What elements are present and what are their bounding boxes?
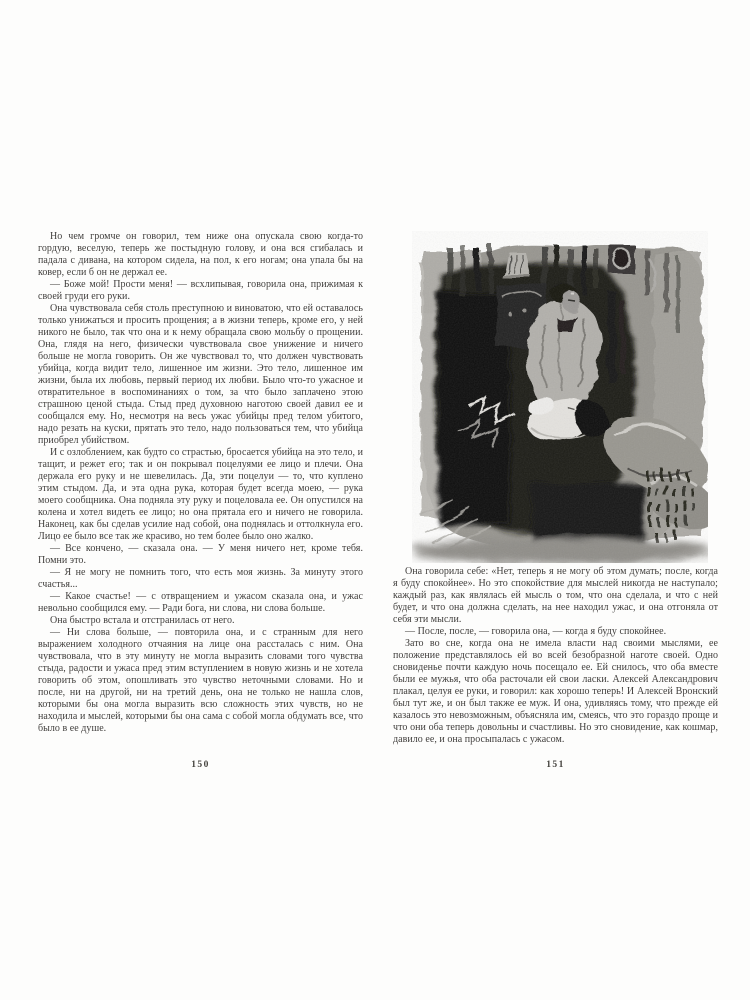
paragraph: Она чувствовала себя столь преступною и виноватою, что ей оставалось только унижаться и просить прощения; а в жизни теперь, кроме его, у ней никого не было, так что она и к нему обращала свою мольбу о прощении. Она, глядя на него, физически чувствовала свое унижение и ничего больше не могла говорить. Он же чувствовал то, что должен чувствовать убийца, когда видит тело, лишенное им жизни. Это тело, лишенное им жизни, была их любовь, первый период их любви. Было что-то ужасное и отвратительное в воспоминаниях о том, за что было заплачено этою страшною ценой стыда. Стыд пред духовною наготою своей давил ее и сообщался ему. Но, несмотря на весь ужас убийцы пред телом убитого, надо резать на куски, прятать это тело, надо пользоваться тем, что убийца приобрел убийством. — [38, 303, 363, 446]
paragraph: Но чем громче он говорил, тем ниже она опускала свою когда-то гордую, веселую, теперь же постыдную голову, и она вся сгибалась и падала с дивана, на котором сидела, на пол, к его ногам; она упала бы на ковер, если б он не держал ее. — [38, 231, 363, 278]
page-number: 151 — [546, 760, 565, 770]
illustration-art — [412, 231, 708, 563]
illustration — [412, 231, 708, 563]
paragraph: Зато во сне, когда она не имела власти над своими мыслями, ее положение представлялось ей во всей безобразной наготе своей. Одно сновиденье почти каждую ночь посещало ее. Ей снилось, что оба вместе были ее мужья, что оба расточали ей свои ласки. Алексей Александрович плакал, целуя ее руки, и говорил: как хорошо теперь! И Алексей Вронский был тут же, и он был также ее муж. И она, удивляясь тому, что прежде ей казалось это невозможным, объясняла им, смеясь, что это гораздо проще и что они оба теперь довольны и счастливы. Но это сновидение, как кошмар, давило ее, и она просыпалась с ужасом. — [393, 638, 718, 745]
paragraph: — После, после, — говорила она, — когда я буду спокойнее. — [405, 626, 667, 637]
right-page-text — [393, 566, 718, 758]
paragraph: — Боже мой! Прости меня! — всхлипывая, говорила она, прижимая к своей груди его руки. — [38, 279, 363, 302]
left-page-text — [38, 231, 363, 759]
paragraph: Она говорила себе: «Нет, теперь я не могу об этом думать; после, когда я буду спокойнее». Но это спокойствие для мыслей никогда не наступало; каждый раз, как являлась ей мысль о том, что она сделала, и что с ней будет, и что она должна сделать, на нее находил ужас, и она отгоняла от себя эти мысли. — [393, 566, 718, 625]
grain-texture — [424, 245, 696, 549]
paragraph: — Я не могу не помнить того, что есть моя жизнь. За минуту этого счастья... — [38, 567, 363, 590]
paragraph: И с озлоблением, как будто со страстью, бросается убийца на это тело, и тащит, и режет его; так и он покрывал поцелуями ее лицо и плечи. Она держала его руку и не шевелилась. Да, эти поцелуи — то, что куплено этим стыдом. Да, и эта одна рука, которая будет всегда моею, — рука моего сообщника. Она подняла эту руку и поцеловала ее. Он опустился на колена и хотел видеть ее лицо; но она прятала его и ничего не говорила. Наконец, как бы сделав усилие над собой, она поднялась и оттолкнула его. Лицо ее было все так же красиво, но тем более было оно жалко. — [38, 447, 363, 542]
paragraph: — Ни слова больше, — повторила она, и с странным для него выражением холодного отчаяния на лице она рассталась с ним. Она чувствовала, что в эту минуту не могла выразить словами того чувства стыда, радости и ужаса пред этим вступлением в новую жизнь и не хотела говорить об этом, опошливать это чувство неточными словами. Но и после, ни на другой, ни на третий день, она не только не нашла слов, которыми бы она могла выразить всю сложность этих чувств, но не находила и мыслей, которыми бы она сама с собой могла обдумать все, что было в ее душе. — [38, 627, 363, 734]
page-number: 150 — [191, 760, 210, 770]
paragraph: Она быстро встала и отстранилась от него. — [50, 615, 235, 626]
paragraph: — Какое счастье! — с отвращением и ужасом сказала она, и ужас невольно сообщился ему. — Ради бога, ни слова, ни слова больше. — [38, 591, 363, 614]
paragraph: — Все кончено, — сказала она. — У меня ничего нет, кроме тебя. Помни это. — [38, 543, 363, 566]
